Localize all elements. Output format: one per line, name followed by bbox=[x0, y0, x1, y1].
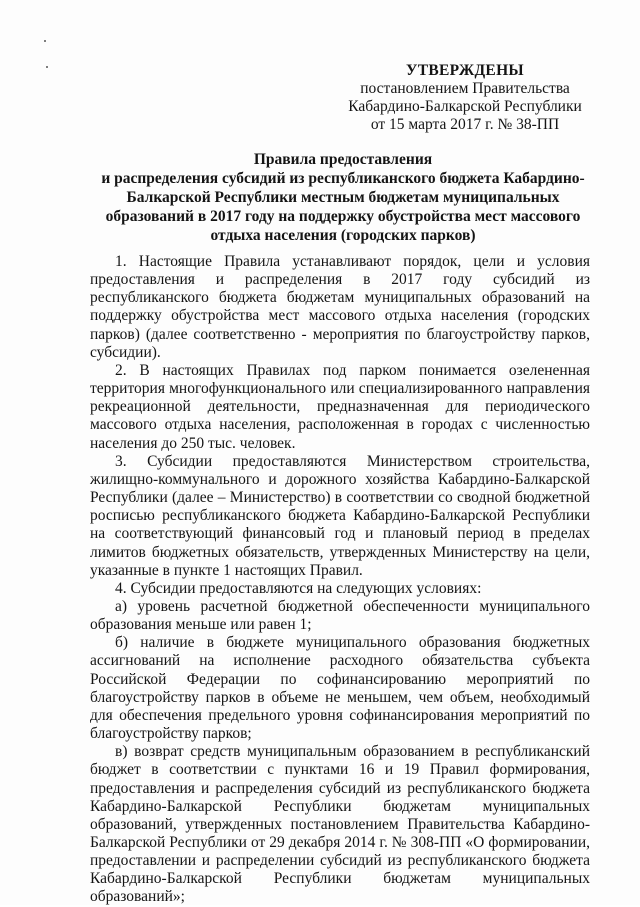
title-line: и распределения субсидий из республиканского бюджета Кабардино- bbox=[101, 170, 585, 187]
document-title bbox=[98, 150, 588, 245]
title-line: образований в 2017 году на поддержку обустройства мест массового bbox=[105, 208, 581, 225]
scan-speck bbox=[46, 66, 48, 68]
title-line: Балкарской Республики местным бюджетам муниципальных bbox=[126, 189, 560, 206]
paragraph-2: 2. В настоящих Правилах под парком понимается озелененная территория многофункционального или специализированного направления рекреационной деятельности, предназначенная для периодического массового отдыха населения, расположенная в городах с численностью населения до 250 тыс. человек. bbox=[90, 361, 590, 452]
approval-heading: УТВЕРЖДЕНЫ bbox=[406, 62, 524, 79]
document-body bbox=[90, 253, 590, 907]
approval-line: от 15 марта 2017 г. № 38-ПП bbox=[370, 116, 560, 133]
paragraph-4: 4. Субсидии предоставляются на следующих условиях: bbox=[115, 579, 482, 597]
subparagraph-b: б) наличие в бюджете муниципального образования бюджетных ассигнований на исполнение расходного обязательства субъекта Российской Федерации по софинансированию мероприятий по благоустройству парков в объеме не меньшем, чем объем, необходимый для обеспечения предельного уровня софинансирования мероприятий по благоустройству парков; bbox=[90, 634, 590, 743]
subparagraph-a: а) уровень расчетной бюджетной обеспеченности муниципального образования меньше или равен 1; bbox=[90, 597, 590, 634]
scan-speck bbox=[44, 40, 46, 42]
approval-line: постановлением Правительства bbox=[360, 80, 570, 97]
title-line: Правила предоставления bbox=[253, 151, 433, 168]
paragraph-3: 3. Субсидии предоставляются Министерством строительства, жилищно-коммунального и дорожного хозяйства Кабардино-Балкарской Республики (далее – Министерство) в соответствии со сводной бюджетной росписью республиканского бюджета Кабардино-Балкарской Республики на соответствующий финансовый год и плановый период в пределах лимитов бюджетных обязательств, утвержденных Министерству на цели, указанные в пункте 1 настоящих Правил. bbox=[90, 452, 590, 579]
approval-line: Кабардино-Балкарской Республики bbox=[348, 98, 582, 115]
paragraph-1: 1. Настоящие Правила устанавливают порядок, цели и условия предоставления и распределения в 2017 году субсидий из республиканского бюджета бюджетам муниципальных образований на поддержку обустройства мест массового отдыха населения (городских парков) (далее соответственно - мероприятия по благоустройству парков, субсидии). bbox=[90, 253, 590, 361]
subparagraph-v: в) возврат средств муниципальным образованием в республиканский бюджет в соответствии с пунктами 16 и 19 Правил формирования, предоставления и распределения субсидий из республиканского бюджета Кабардино-Балкарской Республики бюджетам муниципальных образований, утвержденных постановлением Правительства Кабардино-Балкарской Республики от 29 декабря 2014 г. № 308-ПП «О формировании, предоставлении и распределении субсидий из республиканского бюджета Кабардино-Балкарской Республики бюджетам муниципальных образований»; bbox=[90, 743, 590, 906]
approval-block bbox=[340, 62, 590, 134]
title-line: отдыха населения (городских парков) bbox=[210, 227, 476, 244]
